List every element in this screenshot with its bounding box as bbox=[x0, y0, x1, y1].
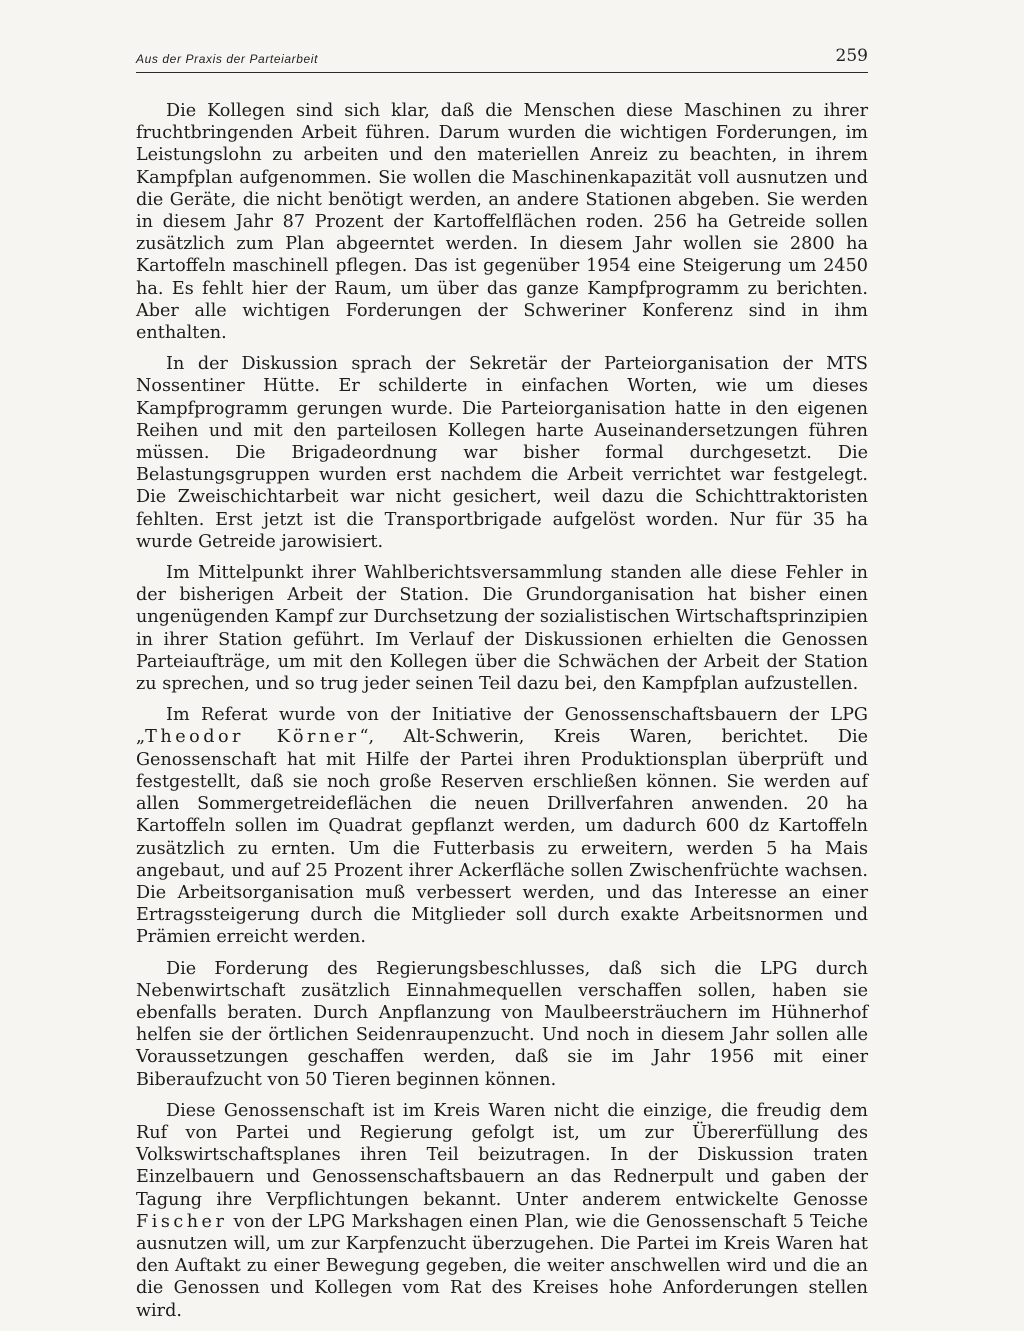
body-text bbox=[136, 100, 868, 1331]
paragraph-text: Diese Genossenschaft ist im Kreis Waren nicht die einzige, die freudig dem Ruf von Partei und Regierung gefolgt ist, um zur Übererfüllung des Volkswirtschaftsplanes ihren Teil beizutragen. In der Diskussion traten Einzelbauern und Genossenschaftsbauern an das Rednerpult und gaben der Tagung ihre Verpflichtungen bekannt. Unter anderem entwickelte Genosse bbox=[136, 1100, 868, 1210]
running-header bbox=[136, 46, 868, 73]
running-title: Aus der Praxis der Parteiarbeit bbox=[136, 52, 319, 66]
page-number: 259 bbox=[835, 46, 868, 66]
paragraph bbox=[136, 1100, 868, 1322]
paragraph: Im Mittelpunkt ihrer Wahlberichtsversammlung standen alle diese Fehler in der bisherigen Arbeit der Station. Die Grundorganisation hat bisher einen ungenügenden Kampf zur Durchsetzung der sozialistischen Wirtschaftsprinzipien in ihrer Station geführt. Im Verlauf der Diskussionen erhielten die Genossen Parteiaufträge, um mit den Kollegen über die Schwächen der Arbeit der Station zu sprechen, und so trug jeder seinen Teil dazu bei, den Kampfplan aufzustellen. bbox=[136, 563, 868, 695]
paragraph-text: von der LPG Markshagen einen Plan, wie die Genossenschaft 5 Teiche ausnutzen will, um zur Karpfenzucht überzugehen. Die Partei im Kreis Waren hat den Auftakt zu einer Bewegung gegeben, die weiter anschwellen wird und die an die Genossen und Kollegen vom Rat des Kreises hohe Anforderungen stellen wird. bbox=[136, 1211, 868, 1321]
paragraph: Die Kollegen sind sich klar, daß die Menschen diese Maschinen zu ihrer fruchtbringenden Arbeit führen. Darum wurden die wichtigen Forderungen, im Leistungslohn zu arbeiten und den materiellen Anreiz zu beachten, in ihrem Kampfplan aufgenommen. Sie wollen die Maschinenkapazität voll ausnutzen und die Geräte, die nicht benötigt werden, an andere Stationen abgeben. Sie werden in diesem Jahr 87 Prozent der Kartoffelflächen roden. 256 ha Getreide sollen zusätzlich zum Plan abgeerntet werden. In diesem Jahr wollen sie 2800 ha Kartoffeln maschinell pflegen. Das ist gegenüber 1954 eine Steigerung um 2450 ha. Es fehlt hier der Raum, um über das ganze Kampfprogramm zu berichten. Aber alle wichtigen Forderungen der Schweriner Konferenz sind in ihm enthalten. bbox=[136, 101, 868, 344]
paragraph bbox=[136, 704, 868, 948]
spaced-name: Fischer bbox=[136, 1211, 228, 1232]
paragraph-text: Im Referat wurde von der Initiative der Genossenschaftsbauern der LPG „ bbox=[136, 705, 868, 748]
paragraph: Die Forderung des Regierungsbeschlusses, daß sich die LPG durch Nebenwirtschaft zusätzlich Einnahmequellen verschaffen sollen, haben sie ebenfalls beraten. Durch Anpflanzung von Maulbeersträuchern im Hühnerhof helfen sie der örtlichen Seidenraupenzucht. Und noch in diesem Jahr sollen alle Voraussetzungen geschaffen werden, daß sie im Jahr 1956 mit einer Biberaufzucht von 50 Tieren beginnen können. bbox=[136, 958, 868, 1090]
paragraph: In der Diskussion sprach der Sekretär der Parteiorganisation der MTS Nossentiner Hütte. Er schilderte in einfachen Worten, wie um dieses Kampfprogramm gerungen wurde. Die Parteiorganisation hatte in den eigenen Reihen und mit den parteilosen Kollegen harte Auseinandersetzungen führen müssen. Die Brigadeordnung war bisher formal durchgesetzt. Die Belastungsgruppen wurden erst nachdem die Arbeit verrichtet war festgelegt. Die Zweischichtarbeit war nicht gesichert, weil dazu die Schichttraktoristen fehlten. Erst jetzt ist die Transportbrigade aufgelöst worden. Nur für 35 ha wurde Getreide jarowisiert. bbox=[136, 354, 868, 552]
spaced-name: Theodor Körner bbox=[145, 727, 360, 748]
paragraph-text: “, Alt-Schwerin, Kreis Waren, berichtet. Die Genossenschaft hat mit Hilfe der Partei ihren Produktionsplan überprüft und festgestellt, daß sie noch große Reserven erschließen können. Sie werden auf allen Sommergetreideflächen die neuen Drillverfahren anwenden. 20 ha Kartoffeln sollen im Quadrat gepflanzt werden, um dadurch 600 dz Kartoffeln zusätzlich zu ernten. Um die Futterbasis zu erweitern, werden 5 ha Mais angebaut, und auf 25 Prozent ihrer Ackerfläche sollen Zwischenfrüchte wachsen. Die Arbeitsorganisation muß verbessert werden, und das Interesse an einer Ertragssteigerung durch die Mitglieder soll durch exakte Arbeitsnormen und Prämien erreicht werden. bbox=[136, 727, 868, 948]
